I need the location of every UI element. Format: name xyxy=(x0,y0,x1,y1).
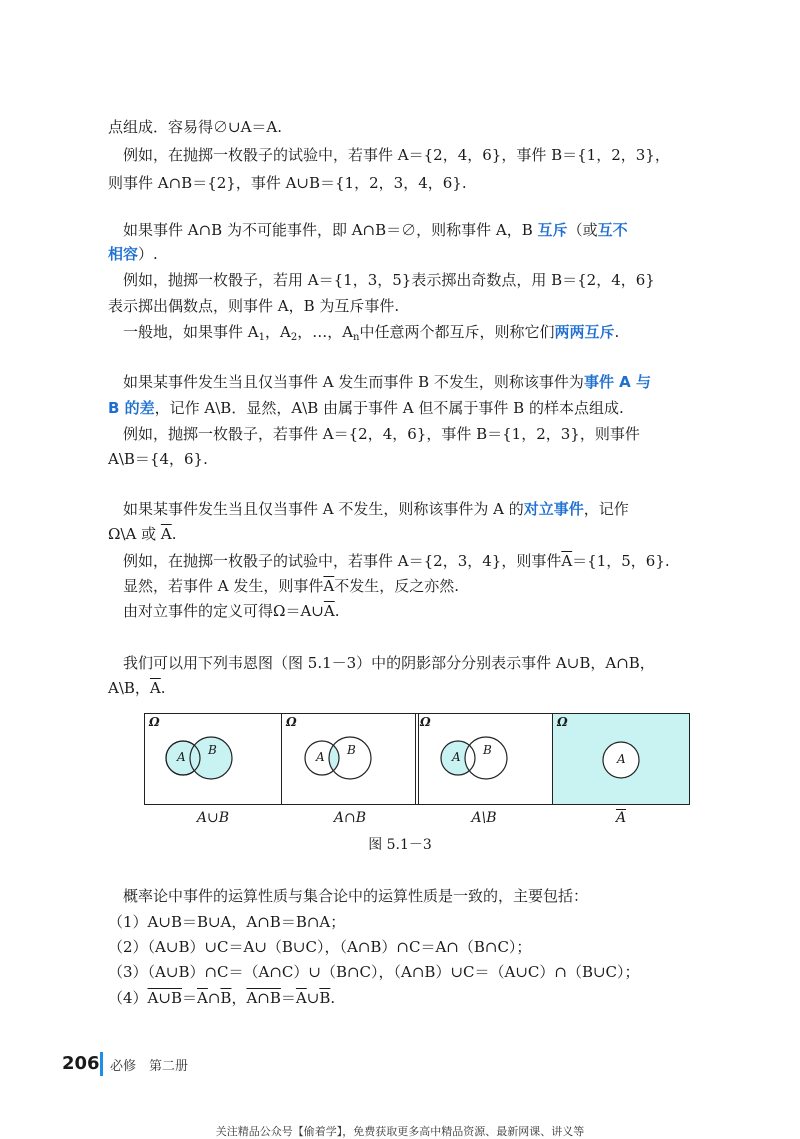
venn-difference xyxy=(415,713,553,805)
text-span: A\B＝{4，6}. xyxy=(108,450,208,468)
text-span: 如果某事件发生当且仅当事件 A 不发生，则称该事件为 A 的 xyxy=(108,500,524,518)
overline-symbol: $\overline{B}$ xyxy=(220,989,232,1007)
text-span: ，…，A xyxy=(297,323,354,341)
text-line xyxy=(108,173,703,193)
text-span: ＝{1，5，6}. xyxy=(572,552,670,570)
omega-label: Ω xyxy=(557,715,568,729)
text-span: 例如，在抛掷一枚骰子的试验中，若事件 A＝{2，4，6}，事件 B＝{1，2，3}， xyxy=(108,146,670,164)
text-span: 中任意两个都互斥，则称它们 xyxy=(359,323,555,341)
text-line xyxy=(108,270,703,290)
text-span: . xyxy=(160,679,166,697)
text-span: ）. xyxy=(138,245,158,263)
text-line xyxy=(108,678,703,698)
subscript: n xyxy=(353,332,360,343)
page-number: 206 xyxy=(62,1053,100,1074)
caption-union: A∪B xyxy=(196,810,230,826)
text-span: Ω\A 或 xyxy=(108,525,161,543)
page-divider xyxy=(100,1052,103,1076)
figure-title: 图 5.1－3 xyxy=(368,837,432,853)
overline-symbol: $\overline{A}$ xyxy=(561,552,573,570)
set-a-label: A xyxy=(316,750,325,764)
venn-intersection-graphic xyxy=(282,714,418,804)
text-span: ＝ xyxy=(181,989,197,1007)
text-span: 由对立事件的定义可得Ω＝A∪ xyxy=(108,602,324,620)
set-b-label: B xyxy=(208,743,217,757)
text-line xyxy=(108,322,703,348)
text-span: . xyxy=(171,525,177,543)
term-pairwise-exclusive: 两两互斥 xyxy=(554,323,615,341)
text-line xyxy=(108,220,703,240)
term-difference-cont: B 的差 xyxy=(108,399,155,417)
term-mutually-exclusive: 互斥 xyxy=(537,221,568,239)
omega-label: Ω xyxy=(286,715,297,729)
overline-symbol: $\overline{A}$ xyxy=(615,810,627,826)
set-a-label: A xyxy=(617,752,626,766)
set-b-label: B xyxy=(347,743,356,757)
overline-symbol: $\overline{B}$ xyxy=(319,989,331,1007)
text-line xyxy=(108,244,703,264)
venn-union xyxy=(144,713,282,805)
venn-difference-graphic xyxy=(416,714,552,804)
term-incompatible: 互不 xyxy=(597,221,628,239)
text-span: ， xyxy=(231,989,247,1007)
overline-symbol: $\overline{A}$ xyxy=(197,989,208,1007)
text-span: . xyxy=(614,323,620,341)
book-title: 必修 第二册 xyxy=(110,1059,189,1074)
text-span: ，记作 A\B．显然，A\B 由属于事件 A 但不属于事件 B 的样本点组成. xyxy=(154,399,624,417)
text-line xyxy=(108,576,703,596)
text-line xyxy=(108,296,703,316)
text-span: 如果某事件发生当且仅当事件 A 发生而事件 B 不发生，则称该事件为 xyxy=(108,373,584,391)
text-span: （2）（A∪B）∪C＝A∪（B∪C），（A∩B）∩C＝A∩（B∩C）； xyxy=(108,938,532,956)
text-span: ，记作 xyxy=(583,500,629,518)
venn-complement xyxy=(552,713,690,805)
text-span: ∪ xyxy=(306,989,320,1007)
omega-label: Ω xyxy=(149,715,160,729)
text-span: （1）A∪B＝B∪A，A∩B＝B∩A； xyxy=(108,913,346,931)
overline-symbol: $\overline{A}$ xyxy=(160,525,172,543)
text-span: 点组成．容易得∅∪A＝A. xyxy=(108,118,283,136)
text-span: ，A xyxy=(264,323,291,341)
text-span: ＝ xyxy=(280,989,296,1007)
text-line xyxy=(108,524,703,544)
omega-label: Ω xyxy=(420,715,431,729)
caption-difference: A\B xyxy=(471,810,497,826)
caption-complement xyxy=(552,810,690,826)
text-line xyxy=(108,499,703,519)
text-line xyxy=(108,988,703,1008)
text-line xyxy=(108,653,703,673)
term-complement: 对立事件 xyxy=(523,500,584,518)
text-span: 则事件 A∩B＝{2}，事件 A∪B＝{1，2，3，4，6}. xyxy=(108,174,467,192)
text-line xyxy=(108,551,703,571)
overline-symbol: $\overline{A}$ xyxy=(149,679,161,697)
overline-symbol: A∩B xyxy=(246,989,281,1007)
subscript: 1 xyxy=(258,332,265,343)
text-span: 不发生，反之亦然. xyxy=(334,577,459,595)
text-line xyxy=(108,886,703,906)
text-line xyxy=(108,601,703,621)
text-line xyxy=(108,937,703,957)
text-line xyxy=(108,398,703,418)
text-line xyxy=(108,117,703,137)
term-difference: 事件 A 与 xyxy=(583,373,651,391)
text-span: 概率论中事件的运算性质与集合论中的运算性质是一致的，主要包括： xyxy=(108,887,589,905)
text-line xyxy=(108,912,703,932)
text-span: （3）（A∪B）∩C＝（A∩C）∪（B∩C），（A∩B）∪C＝（A∪C）∩（B∪C）； xyxy=(108,963,640,981)
text-span: 例如，抛掷一枚骰子，若事件 A＝{2，4，6}，事件 B＝{1，2，3}，则事件 xyxy=(108,425,640,443)
set-b-label: B xyxy=(483,743,492,757)
term-incompatible-cont: 相容 xyxy=(108,245,139,263)
venn-intersection xyxy=(281,713,419,805)
text-line xyxy=(108,145,703,165)
footer-notice: 关注精品公众号【偷着学】，免费获取更多高中精品资源、最新网课、讲义等 xyxy=(215,1125,585,1138)
caption-intersection: A∩B xyxy=(333,810,367,826)
text-span: 表示掷出偶数点，则事件 A，B 为互斥事件. xyxy=(108,297,400,315)
text-span: . xyxy=(330,989,336,1007)
text-span: 我们可以用下列韦恩图（图 5.1－3）中的阴影部分分别表示事件 A∪B，A∩B， xyxy=(108,654,655,672)
subscript: 2 xyxy=(290,332,298,343)
text-span: 例如，抛掷一枚骰子，若用 A＝{1，3，5}表示掷出奇数点，用 B＝{2，4，6} xyxy=(108,271,655,289)
set-a-label: A xyxy=(452,750,461,764)
text-span: ∩ xyxy=(207,989,221,1007)
overline-symbol: $\overline{A}$ xyxy=(295,989,307,1007)
set-a-label: A xyxy=(177,750,186,764)
text-line xyxy=(108,449,703,469)
text-span: 显然，若事件 A 发生，则事件 xyxy=(108,577,324,595)
overline-symbol: $\overline{A}$ xyxy=(323,602,335,620)
text-span: 例如，在抛掷一枚骰子的试验中，若事件 A＝{2，3，4}，则事件 xyxy=(108,552,562,570)
text-span: （4） xyxy=(108,989,148,1007)
text-span: A\B， xyxy=(108,679,150,697)
text-line xyxy=(108,962,703,982)
text-span: 如果事件 A∩B 为不可能事件，即 A∩B＝∅，则称事件 A，B xyxy=(108,221,538,239)
text-span: （或 xyxy=(567,221,598,239)
venn-union-graphic xyxy=(145,714,281,804)
overline-symbol: $\overline{A}$ xyxy=(323,577,335,595)
text-span: . xyxy=(334,602,340,620)
overline-symbol: A∪B xyxy=(147,989,182,1007)
text-line xyxy=(108,372,703,392)
text-line xyxy=(108,424,703,444)
text-span: 一般地，如果事件 A xyxy=(108,323,259,341)
